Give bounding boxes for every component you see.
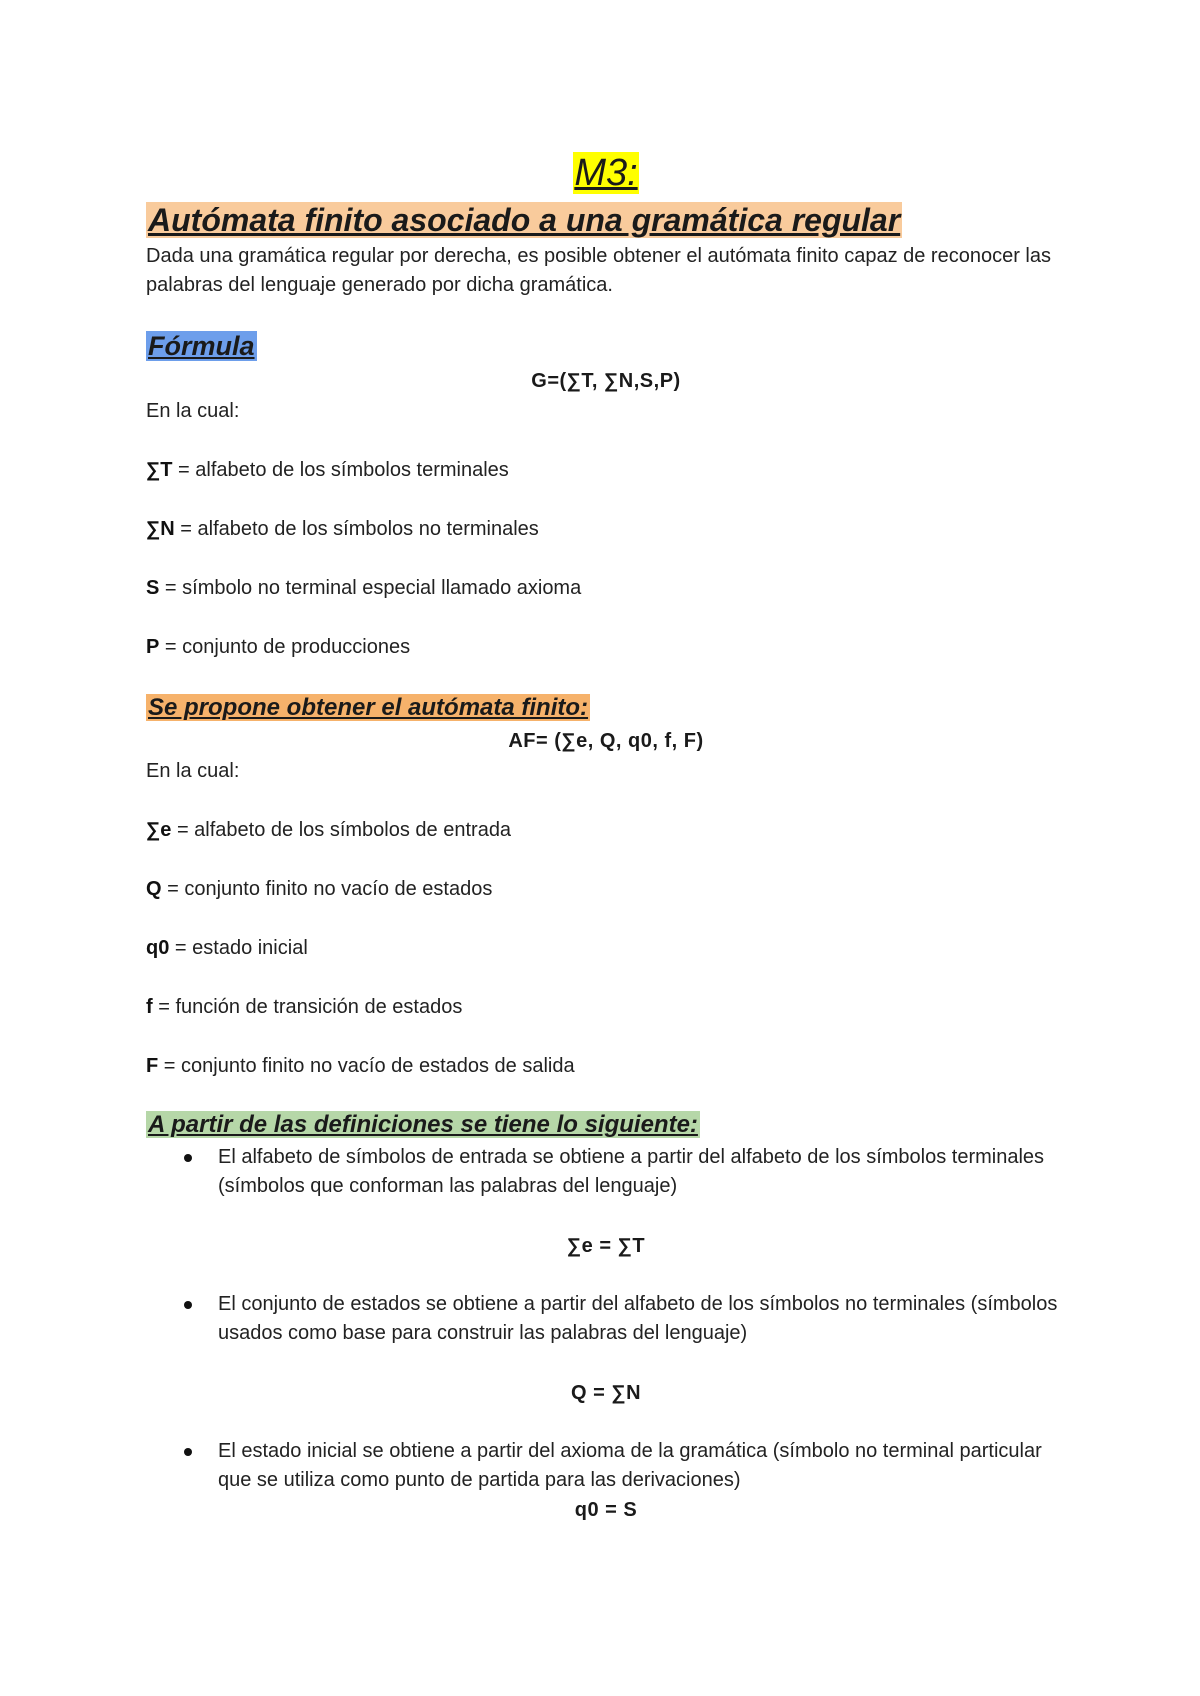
bullet-icon [184,1301,192,1309]
list-item: El conjunto de estados se obtiene a partir del alfabeto de los símbolos no terminales (símbolos usados como base para construir las palabras del lenguaje) [146,1290,1066,1348]
definition-f: f = función de transición de estados [146,996,463,1018]
derivation-list [146,1143,1066,1201]
formula-heading: Fórmula [148,331,255,361]
derivation-list [146,1437,1066,1495]
derivation-heading: A partir de las definiciones se tiene lo siguiente: [148,1111,698,1138]
intro-paragraph: Dada una gramática regular por derecha, es posible obtener el autómata finito capaz de reconocer las palabras del lenguaje generado por dicha gramática. [146,245,1051,296]
list-item: El estado inicial se obtiene a partir del axioma de la gramática (símbolo no terminal particular que se utiliza como punto de partida para las derivaciones) [146,1437,1066,1495]
derivation-formula-1: ∑e = ∑T [566,1235,646,1257]
definition-q: Q = conjunto finito no vacío de estados [146,878,493,900]
document-title: M3: [574,152,638,194]
automaton-formula: AF= (∑e, Q, q0, f, F) [508,730,704,752]
automaton-heading: Se propone obtener el autómata finito: [148,694,589,721]
definition-q0: q0 = estado inicial [146,937,308,959]
derivation-formula-2: Q = ∑N [570,1382,642,1404]
list-item: El alfabeto de símbolos de entrada se obtiene a partir del alfabeto de los símbolos terminales (símbolos que conforman las palabras del lenguaje) [146,1143,1066,1201]
bullet-icon [184,1448,192,1456]
grammar-formula: G=(∑T, ∑N,S,P) [531,370,681,392]
definition-sigma-n: ∑N = alfabeto de los símbolos no terminales [146,518,539,540]
main-heading: Autómata finito asociado a una gramática regular [148,202,901,238]
definition-sigma-t: ∑T = alfabeto de los símbolos terminales [146,459,509,481]
derivation-formula-3: q0 = S [574,1499,638,1521]
en-la-cual-label: En la cual: [146,400,240,422]
definition-final-states: F = conjunto finito no vacío de estados de salida [146,1055,575,1077]
definition-s: S = símbolo no terminal especial llamado axioma [146,577,582,599]
definition-p: P = conjunto de producciones [146,636,411,658]
bullet-icon [184,1154,192,1162]
derivation-list [146,1290,1066,1348]
definition-sigma-e: ∑e = alfabeto de los símbolos de entrada [146,819,512,841]
document-page [146,148,1066,1525]
en-la-cual-label-2: En la cual: [146,760,240,782]
